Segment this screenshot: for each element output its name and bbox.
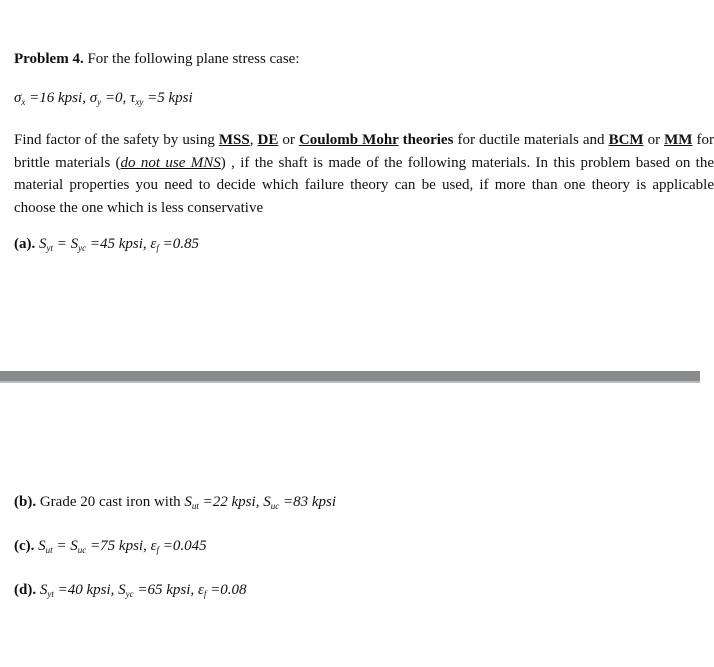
section-divider	[0, 371, 700, 381]
part-a	[14, 233, 199, 255]
part-b-equation	[184, 494, 336, 510]
bcm-term: BCM	[608, 132, 644, 148]
sigma-y-symbol: σ	[89, 90, 98, 106]
part-d-s2: S	[118, 582, 126, 598]
mm-term: MM	[664, 132, 693, 148]
part-c-s2-sub: uc	[77, 545, 87, 555]
stress-state-equation	[14, 87, 193, 109]
part-a-eq2: =45 kpsi,	[86, 236, 151, 252]
part-d-label: (d).	[14, 582, 37, 598]
theories-term: theories	[398, 132, 454, 148]
de-term: DE	[257, 132, 279, 148]
instr-text-6: for brittle materials (	[14, 132, 714, 171]
part-b-eq2: =83 kpsi	[279, 494, 336, 510]
part-b-s2-sub: uc	[270, 501, 280, 511]
problem-heading	[14, 48, 300, 70]
part-d-eq1: =40 kpsi,	[53, 582, 119, 598]
part-a-s2-sub: yc	[78, 243, 87, 253]
part-b-text: Grade 20 cast iron with	[36, 494, 185, 510]
part-d-equation	[40, 582, 247, 598]
sigma-x-subscript: x	[21, 97, 26, 107]
part-c-s1-sub: ut	[45, 545, 53, 555]
part-a-s2: S	[70, 236, 79, 252]
part-d-s1: S	[39, 582, 48, 598]
instr-text-5: or	[643, 132, 665, 148]
problem-intro: For the following plane stress case:	[83, 51, 300, 67]
part-a-eq1: =	[53, 236, 71, 252]
instr-text-4: for ductile materials and	[453, 132, 609, 148]
part-a-equation	[39, 236, 199, 252]
part-c-eq3: =0.045	[159, 538, 207, 554]
sigma-x-value: =16 kpsi,	[25, 90, 90, 106]
part-a-s1-sub: yt	[46, 243, 53, 253]
tau-xy-subscript: xy	[135, 97, 144, 107]
part-c-s1: S	[38, 538, 46, 554]
part-b-eq1: =22 kpsi,	[198, 494, 264, 510]
part-b	[14, 491, 336, 513]
part-d-eq3: =0.08	[206, 582, 247, 598]
part-b-label: (b).	[14, 494, 37, 510]
problem-label: Problem 4.	[14, 51, 84, 67]
instr-text-1: Find factor of the safety by using	[14, 132, 219, 148]
part-c-epsilon-sub: f	[156, 545, 160, 555]
tau-xy-symbol: τ	[129, 90, 136, 106]
part-d-eq2: =65 kpsi,	[133, 582, 198, 598]
part-a-epsilon: ε	[150, 236, 157, 252]
part-d	[14, 579, 247, 601]
part-c-equation	[38, 538, 207, 554]
part-d-s1-sub: yt	[47, 589, 54, 599]
section-divider-shadow	[0, 381, 700, 383]
part-a-epsilon-sub: f	[156, 243, 159, 253]
part-c-eq2: =75 kpsi,	[86, 538, 151, 554]
part-b-s1: S	[184, 494, 192, 510]
part-d-epsilon: ε	[197, 582, 204, 598]
part-a-eq3: =0.85	[158, 236, 199, 252]
part-c	[14, 535, 207, 557]
part-b-s1-sub: ut	[191, 501, 199, 511]
instr-text-7: ) , if the shaft is made of the following materials. In this problem based on the material properties you need to decide which failure theory can be used, if more than one theory is applicable choose the one which is less conservative	[14, 154, 714, 216]
part-a-label: (a).	[14, 236, 36, 252]
part-d-epsilon-sub: f	[203, 589, 207, 599]
part-c-epsilon: ε	[150, 538, 157, 554]
part-b-s2: S	[263, 494, 271, 510]
instr-text-3: or	[278, 132, 299, 148]
instr-text-2: ,	[249, 132, 258, 148]
instructions-paragraph	[14, 129, 714, 219]
mss-term: MSS	[218, 132, 250, 148]
sigma-y-subscript: y	[97, 97, 102, 107]
part-a-s1: S	[39, 236, 47, 252]
part-c-label: (c).	[14, 538, 35, 554]
do-not-use-note: do not use MNS	[120, 154, 221, 171]
part-c-s2: S	[70, 538, 78, 554]
tau-xy-value: =5 kpsi	[143, 90, 193, 106]
part-c-eq1: =	[52, 538, 71, 554]
sigma-x-symbol: σ	[14, 90, 22, 106]
part-d-s2-sub: yc	[125, 589, 134, 599]
sigma-y-value: =0,	[101, 90, 130, 106]
coulomb-mohr-term: Coulomb Mohr	[298, 132, 399, 148]
